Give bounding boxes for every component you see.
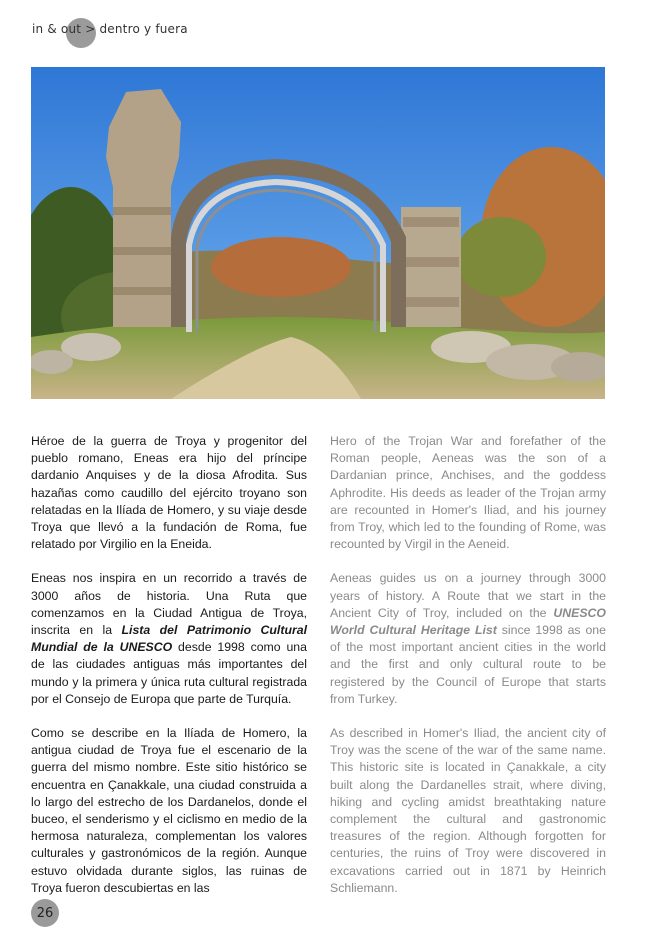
- spanish-paragraph-2: [31, 570, 307, 708]
- spanish-p2-text-b: desde 1998 como una de las ciudades antiguas más importantes del mundo y la primera y única ruta cultural registrada por el Consejo de Europa que parte de Turquía.: [31, 640, 307, 706]
- section-label: in & out > dentro y fuera: [32, 22, 188, 36]
- spanish-p2-text-a: Eneas nos inspira en un recorrido a través de 3000 años de historia. Una Ruta que comenzamos en la Ciudad Antigua de Troya, inscrita en la: [31, 571, 307, 638]
- spanish-unesco-emphasis: Lista del Patrimonio Cultural Mundial de la UNESCO: [31, 623, 307, 655]
- english-paragraph-1: Hero of the Trojan War and forefather of the Roman people, Aeneas was the son of a Dardanian prince, Anchises, and the goddess Aphrodite. His deeds as leader of the Trojan army are recounted in Homer's Iliad, and his journey from Troy, which led to the founding of Rome, was recounted by Virgil in the Aeneid.: [330, 434, 606, 552]
- english-paragraph-2: [330, 570, 606, 708]
- spanish-paragraph-3: Como se describe en la Ilíada de Homero, la antigua ciudad de Troya fue el escenario de la guerra del mismo nombre. Este sitio histórico se encuentra en Çanakkale, una ciudad construida a lo largo del estrecho de los Dardanelos, donde el buceo, el senderismo y el ciclismo en medio de la hermosa naturaleza, complementan los valores culturales y gastronómicos de la región. Aunque estuvo olvidada durante siglos, las ruinas de Troya fueron descubiertas en las: [31, 726, 307, 895]
- spanish-column: [31, 433, 307, 914]
- english-p2-text-a: Aeneas guides us on a journey through 3000 years of history. A Route that we start in the Ancient City of Troy, included on the: [330, 571, 606, 620]
- english-paragraph-3: As described in Homer's Iliad, the ancient city of Troy was the scene of the war of the same name. This historic site is located in Çanakkale, a city built along the Dardanelles strait, where diving, hiking and cycling amidst breathtaking nature complement the cultural and gastronomic treasures of the region. Although forgotten for centuries, the ruins of Troy were discovered in excavations carried out in 1871 by Heinrich Schliemann.: [330, 726, 606, 895]
- ruins-arch-photo: [31, 67, 605, 399]
- english-p2-text-b: since 1998 as one of the most important ancient cities in the world and the first and only cultural route to be registered by the Council of Europe that starts from Turkey.: [330, 623, 606, 706]
- page-number: 26: [31, 899, 59, 927]
- section-header: [32, 22, 188, 44]
- spanish-paragraph-1: Héroe de la guerra de Troya y progenitor del pueblo romano, Eneas era hijo del príncipe dardanio Anquises y de la diosa Afrodita. Sus hazañas como caudillo del ejército troyano son relatadas en la Ilíada de Homero, y su viaje desde Troya que llevó a la fundación de Roma, fue relatado por Virgilio en la Eneida.: [31, 434, 307, 552]
- english-unesco-emphasis: UNESCO World Cultural Heritage List: [330, 605, 606, 638]
- english-column: [330, 433, 606, 914]
